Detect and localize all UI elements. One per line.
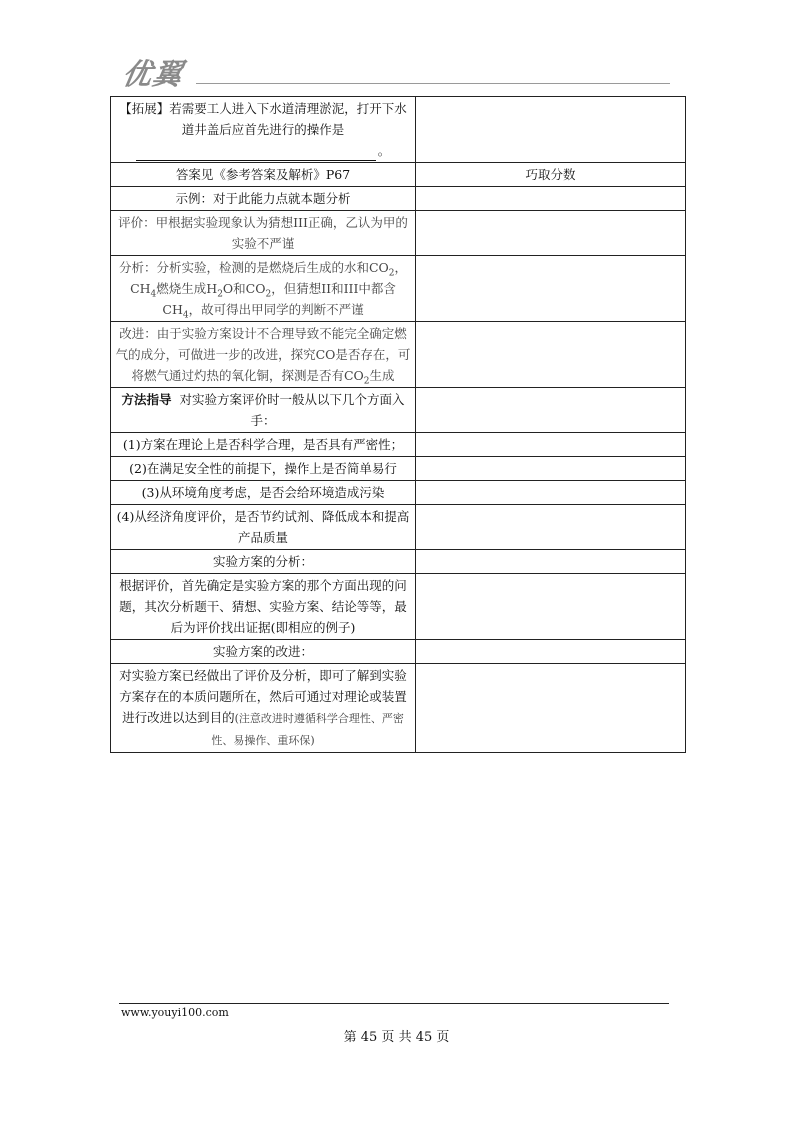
table-row (111, 550, 686, 574)
footer-divider (119, 1003, 669, 1004)
table-row (111, 574, 686, 640)
table-row (111, 481, 686, 505)
analysis-text: 分析：分析实验，检测的是燃烧后生成的水和$CO_2$，$CH_4$燃烧生成$H_2O$和$CO_2$，但猜想II和III中都含$CH_4$，故可得出甲同学的判断不严谨 (111, 256, 416, 322)
table-row (111, 256, 686, 322)
table-row (111, 640, 686, 664)
improvement-heading: 实验方案的改进： (111, 640, 416, 664)
youyi-logo: 优翼 (119, 57, 186, 91)
improvement-text: 改进：由于实验方案设计不合理导致不能完全确定燃气的成分，可做进一步的改进，探究CO是否存在，可将燃气通过灼热的氧化铜，探测是否有$CO_2$生成 (111, 322, 416, 388)
extension-text: 【拓展】若需要工人进入下水道清理淤泥，打开下水道井盖后应首先进行的操作是 (119, 101, 407, 137)
table-row (111, 163, 686, 187)
table-row (111, 505, 686, 550)
analysis-guide: 根据评价，首先确定是实验方案的那个方面出现的问题，其次分析题干、猜想、实验方案、结论等等，最后为评价找出证据(即相应的例子) (111, 574, 416, 640)
table-row (111, 457, 686, 481)
method-guide-label: 方法指导 (121, 392, 172, 407)
analysis-heading: 实验方案的分析： (111, 550, 416, 574)
guide-point-3: (3)从环境角度考虑，是否会给环境造成污染 (111, 481, 416, 505)
answer-reference: 答案见《参考答案及解析》P67 (111, 163, 416, 187)
guide-point-1: (1)方案在理论上是否科学合理，是否具有严密性； (111, 433, 416, 457)
score-tip-header: 巧取分数 (416, 163, 686, 187)
example-heading: 示例：对于此能力点就本题分析 (111, 187, 416, 211)
table-row (111, 187, 686, 211)
improvement-note: (注意改进时遵循科学合理性、严密性、易操作、重环保) (211, 712, 404, 747)
table-row (111, 664, 686, 753)
footer-url[interactable]: www.youyi100.com (121, 1006, 229, 1019)
extension-question: 【拓展】若需要工人进入下水道清理淤泥，打开下水道井盖后应首先进行的操作是 。 (111, 97, 416, 163)
guide-point-2: (2)在满足安全性的前提下，操作上是否简单易行 (111, 457, 416, 481)
answer-blank[interactable] (136, 146, 376, 161)
worksheet-table (110, 96, 686, 753)
table-row (111, 322, 686, 388)
table-row (111, 388, 686, 433)
guide-point-4: (4)从经济角度评价，是否节约试剂、降低成本和提高产品质量 (111, 505, 416, 550)
table-row (111, 97, 686, 163)
method-guide: 方法指导 对实验方案评价时一般从以下几个方面入手： (111, 388, 416, 433)
evaluation-text: 评价：甲根据实验现象认为猜想III正确，乙认为甲的实验不严谨 (111, 211, 416, 256)
header-divider (196, 83, 670, 84)
table-row (111, 211, 686, 256)
improvement-guide: 对实验方案已经做出了评价及分析，即可了解到实验方案存在的本质问题所在，然后可通过对理论或装置进行改进以达到目的(注意改进时遵循科学合理性、严密性、易操作、重环保) (111, 664, 416, 753)
page-number: 第 45 页 共 45 页 (343, 1030, 450, 1045)
table-row (111, 433, 686, 457)
